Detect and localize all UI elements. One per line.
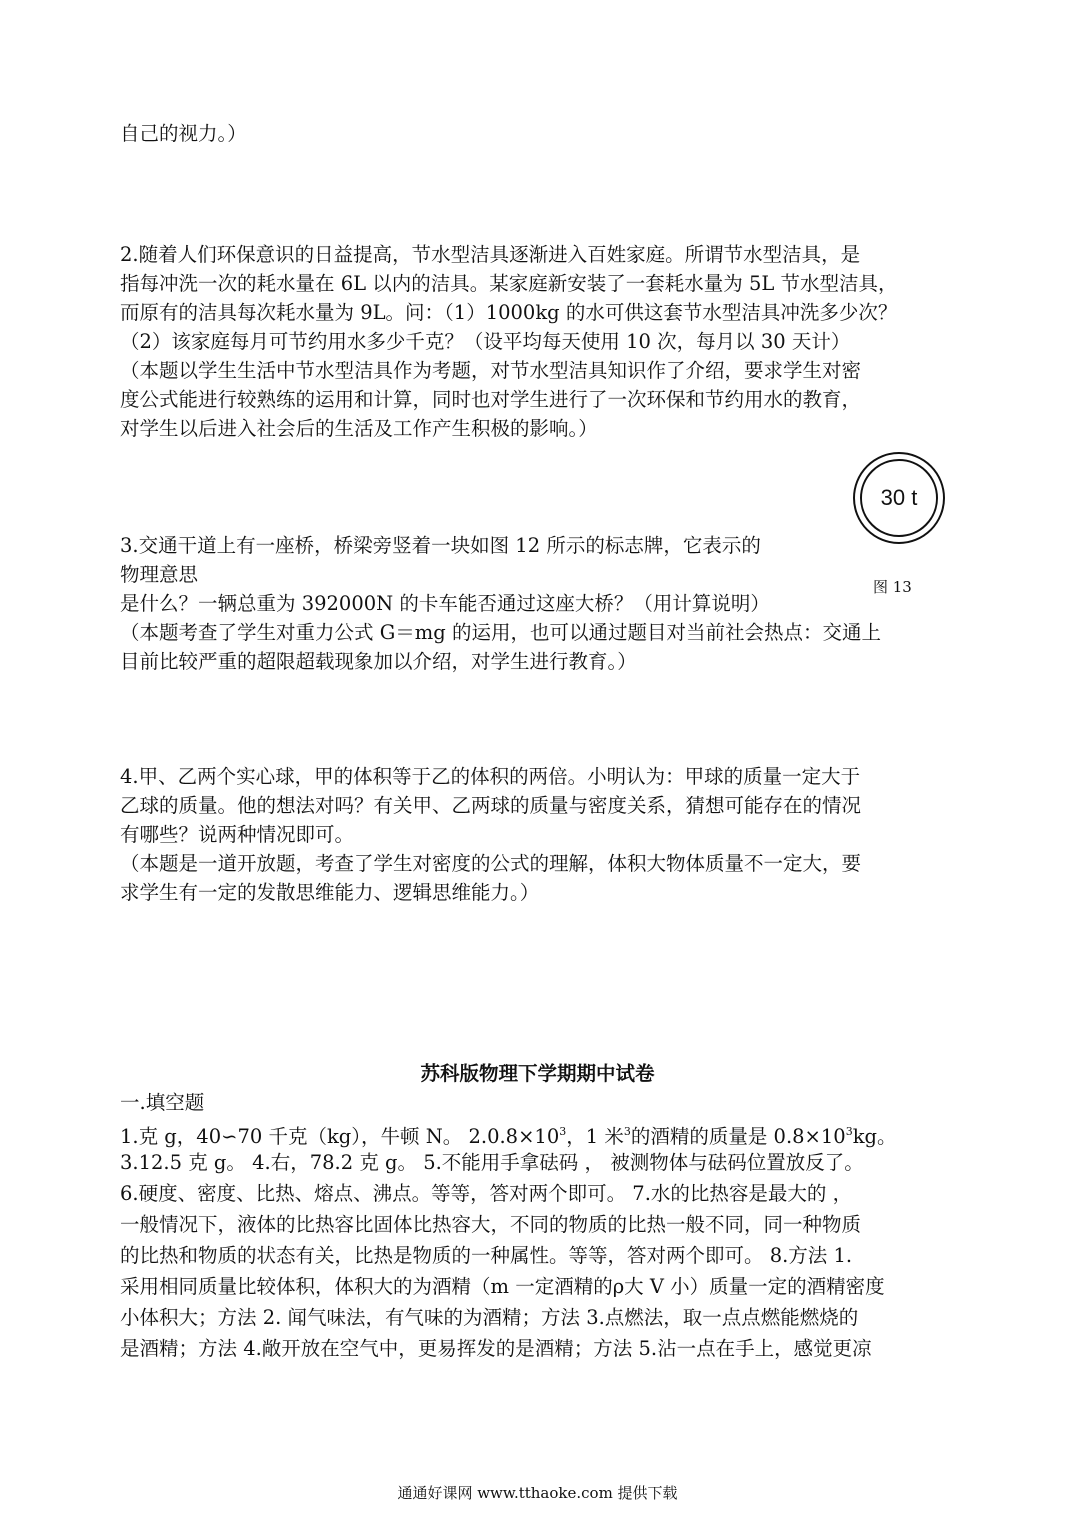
answer-line: 6.硬度、密度、比热、熔点、沸点。等等，答对两个即可。 7.水的比热容是最大的 ， <box>120 1182 853 1205</box>
q2-line: 对学生以后进入社会后的生活及工作产生积极的影响。） <box>120 417 598 440</box>
q2-line: 2.随着人们环保意识的日益提高，节水型洁具逐渐进入百姓家庭。所谓节水型洁具，是 <box>120 243 861 266</box>
answer-line: 小体积大；方法 2. 闻气味法，有气味的为酒精；方法 3.点燃法，取一点点燃能燃烧的 <box>120 1306 859 1329</box>
q2-line: 指每冲洗一次的耗水量在 6L 以内的洁具。某家庭新安装了一套耗水量为 5L 节水型洁具， <box>120 272 898 295</box>
superscript: 3 <box>623 1125 631 1138</box>
q3-line: 3.交通干道上有一座桥，桥梁旁竖着一块如图 12 所示的标志牌，它表示的 <box>120 534 761 557</box>
q4-line: 4.甲、乙两个实心球，甲的体积等于乙的体积的两倍。小明认为：甲球的质量一定大于 <box>120 765 861 788</box>
q3-line: 物理意思 <box>120 563 199 586</box>
q4-line: （本题是一道开放题，考查了学生对密度的公式的理解，体积大物体质量不一定大，要 <box>120 852 862 875</box>
top-fragment: 自己的视力。） <box>120 122 247 145</box>
answers-title: 苏科版物理下学期期中试卷 <box>420 1062 655 1085</box>
footer: 通通好课网 www.tthaoke.com 提供下载 <box>397 1484 678 1502</box>
answer-text: 1.克 g，40∽70 千克（kg），牛顿 N。 2.0.8×10 <box>120 1125 560 1148</box>
answer-text: ，1 米 <box>566 1125 624 1148</box>
sign-text: 30 t <box>860 459 938 537</box>
q2-line: （2）该家庭每月可节约用水多少千克？（设平均每天使用 10 次，每月以 30 天计） <box>120 330 851 353</box>
superscript: 3 <box>845 1125 853 1138</box>
q2-line: 度公式能进行较熟练的运用和计算，同时也对学生进行了一次环保和节约用水的教育， <box>120 388 862 411</box>
answer-line: 是酒精；方法 4.敞开放在空气中，更易挥发的是酒精；方法 5.沾一点在手上，感觉更凉 <box>120 1337 872 1360</box>
answer-line: 的比热和物质的状态有关，比热是物质的一种属性。等等，答对两个即可。 8.方法 1. <box>120 1244 853 1267</box>
q3-line: （本题考查了学生对重力公式 G＝mg 的运用，也可以通过题目对当前社会热点：交通上 <box>120 621 881 644</box>
q2-line: 而原有的洁具每次耗水量为 9L。问：（1）1000kg 的水可供这套节水型洁具冲洗多少次？ <box>120 301 898 324</box>
weight-limit-sign <box>853 452 945 544</box>
q4-line: 求学生有一定的发散思维能力、逻辑思维能力。） <box>120 881 540 904</box>
superscript: 3 <box>559 1125 567 1138</box>
answer-text: kg。 <box>852 1125 897 1148</box>
answer-line <box>120 1118 897 1151</box>
q2-line: （本题以学生生活中节水型洁具作为考题，对节水型洁具知识作了介绍，要求学生对密 <box>120 359 862 382</box>
q3-line: 目前比较严重的超限超载现象加以介绍，对学生进行教育。） <box>120 650 637 673</box>
answer-line: 3.12.5 克 g。 4.右，78.2 克 g。 5.不能用手拿砝码 ， 被测物体与砝码位置放反了。 <box>120 1151 864 1174</box>
answer-text: 的酒精的质量是 0.8×10 <box>630 1125 846 1148</box>
answer-line: 一般情况下，液体的比热容比固体比热容大，不同的物质的比热一般不同，同一种物质 <box>120 1213 862 1236</box>
figure-caption: 图 13 <box>873 578 912 596</box>
q4-line: 乙球的质量。他的想法对吗？有关甲、乙两球的质量与密度关系，猜想可能存在的情况 <box>120 794 862 817</box>
q3-line: 是什么？一辆总重为 392000N 的卡车能否通过这座大桥？（用计算说明） <box>120 592 770 615</box>
section-heading: 一.填空题 <box>120 1091 205 1114</box>
answer-line: 采用相同质量比较体积，体积大的为酒精（m 一定酒精的ρ大 V 小）质量一定的酒精密度 <box>120 1275 885 1298</box>
q4-line: 有哪些？说两种情况即可。 <box>120 823 355 846</box>
